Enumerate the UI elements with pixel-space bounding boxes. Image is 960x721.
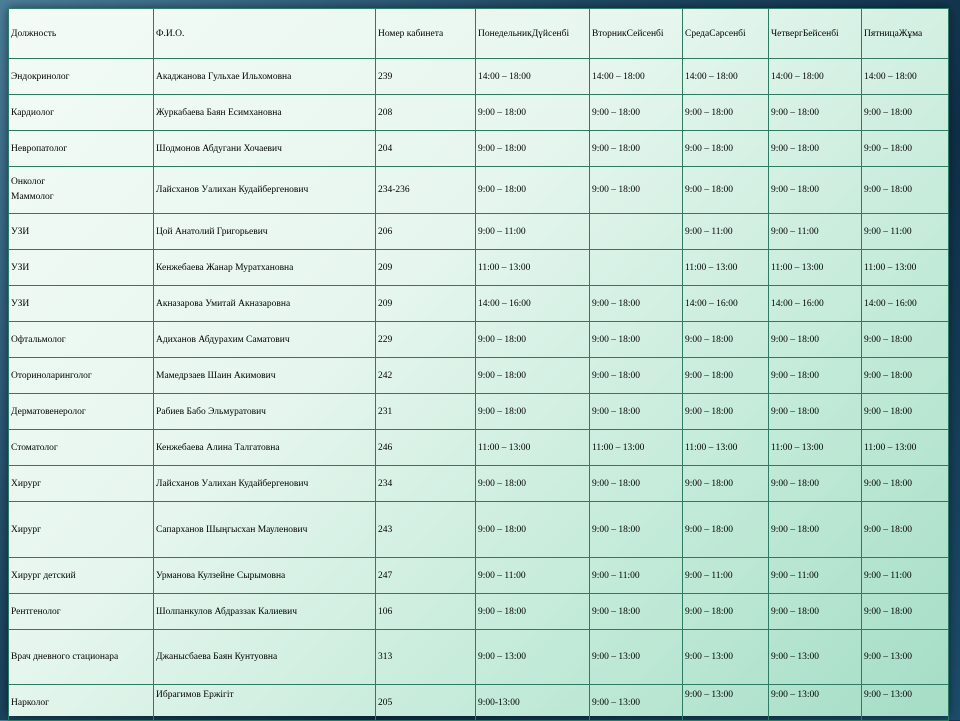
position-cell: Хирург детский	[9, 558, 154, 594]
header-thursday: ЧетвергБейсенбі	[769, 9, 862, 59]
header-room: Номер кабинета	[376, 9, 476, 59]
wednesday-cell: 9:00 – 18:00	[683, 95, 769, 131]
room-cell: 243	[376, 502, 476, 558]
position-cell: Оториноларинголог	[9, 358, 154, 394]
monday-cell: 9:00 – 11:00	[476, 558, 590, 594]
name-cell: Шодмонов Абдугани Хочаевич	[154, 131, 376, 167]
monday-cell: 9:00 – 18:00	[476, 95, 590, 131]
thursday-cell: 9:00 – 18:00	[769, 394, 862, 430]
wednesday-cell: 9:00 – 18:00	[683, 131, 769, 167]
position-cell: Кардиолог	[9, 95, 154, 131]
tuesday-cell: 9:00 – 18:00	[590, 167, 683, 214]
name-cell: Адиханов Абдурахим Саматович	[154, 322, 376, 358]
wednesday-cell: 9:00 – 11:00	[683, 214, 769, 250]
table-row	[9, 214, 949, 250]
position-cell: Врач дневного стационара	[9, 630, 154, 685]
tuesday-cell: 9:00 – 18:00	[590, 466, 683, 502]
room-cell: 106	[376, 594, 476, 630]
table-row	[9, 466, 949, 502]
table-row	[9, 167, 949, 214]
friday-cell: 14:00 – 16:00	[862, 286, 949, 322]
name-cell: Акаджанова Гульхае Ильхомовна	[154, 59, 376, 95]
friday-cell: 9:00 – 18:00	[862, 502, 949, 558]
room-cell: 313	[376, 630, 476, 685]
table-row	[9, 558, 949, 594]
wednesday-cell: 9:00 – 11:00	[683, 558, 769, 594]
room-cell: 209	[376, 286, 476, 322]
position-cell: Эндокринолог	[9, 59, 154, 95]
thursday-cell: 9:00 – 11:00	[769, 214, 862, 250]
tuesday-cell	[590, 214, 683, 250]
room-cell: 234-236	[376, 167, 476, 214]
table-row	[9, 131, 949, 167]
header-name: Ф.И.О.	[154, 9, 376, 59]
tuesday-cell: 14:00 – 18:00	[590, 59, 683, 95]
position-cell: УЗИ	[9, 214, 154, 250]
slide	[8, 8, 948, 716]
wednesday-cell: 9:00 – 18:00	[683, 358, 769, 394]
table-row	[9, 502, 949, 558]
thursday-cell: 14:00 – 16:00	[769, 286, 862, 322]
position-line: Маммолог	[11, 192, 54, 202]
header-tuesday: ВторникСейсенбі	[590, 9, 683, 59]
monday-cell: 9:00 – 18:00	[476, 358, 590, 394]
name-cell: Джаныcбаева Баян Кунтуовна	[154, 630, 376, 685]
schedule-table	[8, 8, 949, 721]
name-cell: Кенжебаева Жанар Муратхановна	[154, 250, 376, 286]
thursday-cell: 11:00 – 13:00	[769, 430, 862, 466]
friday-cell: 11:00 – 13:00	[862, 250, 949, 286]
position-line: Онколог	[11, 177, 46, 187]
table-row	[9, 322, 949, 358]
thursday-cell: 9:00 – 13:00	[769, 630, 862, 685]
name-cell: Мамедрзаев Шаин Акимович	[154, 358, 376, 394]
position-cell: УЗИ	[9, 250, 154, 286]
tuesday-cell	[590, 250, 683, 286]
monday-cell: 9:00 – 13:00	[476, 630, 590, 685]
wednesday-cell: 9:00 – 18:00	[683, 322, 769, 358]
tuesday-cell: 9:00 – 18:00	[590, 594, 683, 630]
tuesday-cell: 9:00 – 13:00	[590, 630, 683, 685]
table-row	[9, 394, 949, 430]
wednesday-cell: 11:00 – 13:00	[683, 430, 769, 466]
table-row	[9, 358, 949, 394]
friday-cell: 9:00 – 18:00	[862, 466, 949, 502]
room-cell: 231	[376, 394, 476, 430]
tuesday-cell: 9:00 – 11:00	[590, 558, 683, 594]
room-cell: 206	[376, 214, 476, 250]
table-row	[9, 95, 949, 131]
header-wednesday: СредаСәрсенбі	[683, 9, 769, 59]
monday-cell: 9:00 – 18:00	[476, 594, 590, 630]
monday-cell: 14:00 – 18:00	[476, 59, 590, 95]
friday-cell: 11:00 – 13:00	[862, 430, 949, 466]
position-cell: УЗИ	[9, 286, 154, 322]
wednesday-cell: 9:00 – 18:00	[683, 502, 769, 558]
monday-cell: 9:00 – 18:00	[476, 131, 590, 167]
monday-cell: 11:00 – 13:00	[476, 250, 590, 286]
room-cell: 204	[376, 131, 476, 167]
header-position: Должность	[9, 9, 154, 59]
room-cell: 205	[376, 685, 476, 721]
room-cell: 209	[376, 250, 476, 286]
monday-cell: 9:00 – 18:00	[476, 502, 590, 558]
thursday-cell: 9:00 – 18:00	[769, 502, 862, 558]
friday-cell: 9:00 – 18:00	[862, 95, 949, 131]
room-cell: 208	[376, 95, 476, 131]
table-row	[9, 685, 949, 721]
tuesday-cell: 9:00 – 18:00	[590, 322, 683, 358]
monday-cell: 9:00 – 18:00	[476, 394, 590, 430]
friday-cell: 9:00 – 11:00	[862, 558, 949, 594]
thursday-cell: 9:00 – 18:00	[769, 358, 862, 394]
wednesday-cell: 11:00 – 13:00	[683, 250, 769, 286]
position-cell: Стоматолог	[9, 430, 154, 466]
thursday-cell: 9:00 – 18:00	[769, 594, 862, 630]
tuesday-cell: 9:00 – 18:00	[590, 286, 683, 322]
monday-cell: 9:00 – 18:00	[476, 167, 590, 214]
friday-cell: 9:00 – 18:00	[862, 358, 949, 394]
position-cell: Невропатолог	[9, 131, 154, 167]
name-cell: Журкабаева Баян Есимхановна	[154, 95, 376, 131]
position-cell: Хирург	[9, 502, 154, 558]
name-cell: Кенжебаева Алина Талгатовна	[154, 430, 376, 466]
header-friday: ПятницаЖұма	[862, 9, 949, 59]
friday-cell: 9:00 – 18:00	[862, 394, 949, 430]
tuesday-cell: 9:00 – 18:00	[590, 502, 683, 558]
thursday-cell: 9:00 – 18:00	[769, 466, 862, 502]
thursday-cell: 9:00 – 11:00	[769, 558, 862, 594]
friday-cell: 14:00 – 18:00	[862, 59, 949, 95]
thursday-cell: 9:00 – 18:00	[769, 167, 862, 214]
friday-cell: 9:00 – 13:00	[862, 630, 949, 685]
thursday-cell: 9:00 – 18:00	[769, 131, 862, 167]
room-cell: 234	[376, 466, 476, 502]
position-cell	[9, 167, 154, 214]
name-cell: Цой Анатолий Григорьевич	[154, 214, 376, 250]
name-cell: Урманова Кулзейне Сырымовна	[154, 558, 376, 594]
table-row	[9, 630, 949, 685]
header-monday: ПонедельникДүйсенбі	[476, 9, 590, 59]
name-cell: Шолпанкулов Абдраззак Калиевич	[154, 594, 376, 630]
tuesday-cell: 9:00 – 18:00	[590, 95, 683, 131]
header-row	[9, 9, 949, 59]
room-cell: 239	[376, 59, 476, 95]
tuesday-cell: 11:00 – 13:00	[590, 430, 683, 466]
table-row	[9, 286, 949, 322]
monday-cell: 9:00-13:00	[476, 685, 590, 721]
tuesday-cell: 9:00 – 18:00	[590, 394, 683, 430]
friday-cell: 9:00 – 13:00	[862, 685, 949, 721]
wednesday-cell: 9:00 – 13:00	[683, 685, 769, 721]
thursday-cell: 11:00 – 13:00	[769, 250, 862, 286]
monday-cell: 9:00 – 11:00	[476, 214, 590, 250]
table-row	[9, 59, 949, 95]
table-row	[9, 250, 949, 286]
name-cell: Рабиев Бабо Эльмуратович	[154, 394, 376, 430]
position-cell: Дерматовенеролог	[9, 394, 154, 430]
tuesday-cell: 9:00 – 13:00	[590, 685, 683, 721]
position-cell: Рентгенолог	[9, 594, 154, 630]
thursday-cell: 9:00 – 13:00	[769, 685, 862, 721]
table-row	[9, 430, 949, 466]
monday-cell: 9:00 – 18:00	[476, 466, 590, 502]
monday-cell: 14:00 – 16:00	[476, 286, 590, 322]
wednesday-cell: 14:00 – 16:00	[683, 286, 769, 322]
wednesday-cell: 9:00 – 18:00	[683, 394, 769, 430]
thursday-cell: 9:00 – 18:00	[769, 322, 862, 358]
position-cell: Хирург	[9, 466, 154, 502]
monday-cell: 9:00 – 18:00	[476, 322, 590, 358]
friday-cell: 9:00 – 18:00	[862, 322, 949, 358]
name-cell: Акназарова Умитай Акназаровна	[154, 286, 376, 322]
thursday-cell: 9:00 – 18:00	[769, 95, 862, 131]
wednesday-cell: 9:00 – 18:00	[683, 466, 769, 502]
tuesday-cell: 9:00 – 18:00	[590, 358, 683, 394]
room-cell: 229	[376, 322, 476, 358]
friday-cell: 9:00 – 18:00	[862, 167, 949, 214]
name-cell: Ибрагимов Ержігіт	[154, 685, 376, 721]
tuesday-cell: 9:00 – 18:00	[590, 131, 683, 167]
friday-cell: 9:00 – 18:00	[862, 594, 949, 630]
wednesday-cell: 9:00 – 18:00	[683, 167, 769, 214]
position-cell: Офтальмолог	[9, 322, 154, 358]
friday-cell: 9:00 – 18:00	[862, 131, 949, 167]
name-cell: Лайсханов Уалихан Кудайбергенович	[154, 167, 376, 214]
table-row	[9, 594, 949, 630]
wednesday-cell: 14:00 – 18:00	[683, 59, 769, 95]
room-cell: 242	[376, 358, 476, 394]
friday-cell: 9:00 – 11:00	[862, 214, 949, 250]
room-cell: 247	[376, 558, 476, 594]
name-cell: Лайсханов Уалихан Кудайбергенович	[154, 466, 376, 502]
position-cell: Нарколог	[9, 685, 154, 721]
room-cell: 246	[376, 430, 476, 466]
thursday-cell: 14:00 – 18:00	[769, 59, 862, 95]
monday-cell: 11:00 – 13:00	[476, 430, 590, 466]
wednesday-cell: 9:00 – 13:00	[683, 630, 769, 685]
name-cell: Сапарханов Шыңгысхан Мауленович	[154, 502, 376, 558]
wednesday-cell: 9:00 – 18:00	[683, 594, 769, 630]
